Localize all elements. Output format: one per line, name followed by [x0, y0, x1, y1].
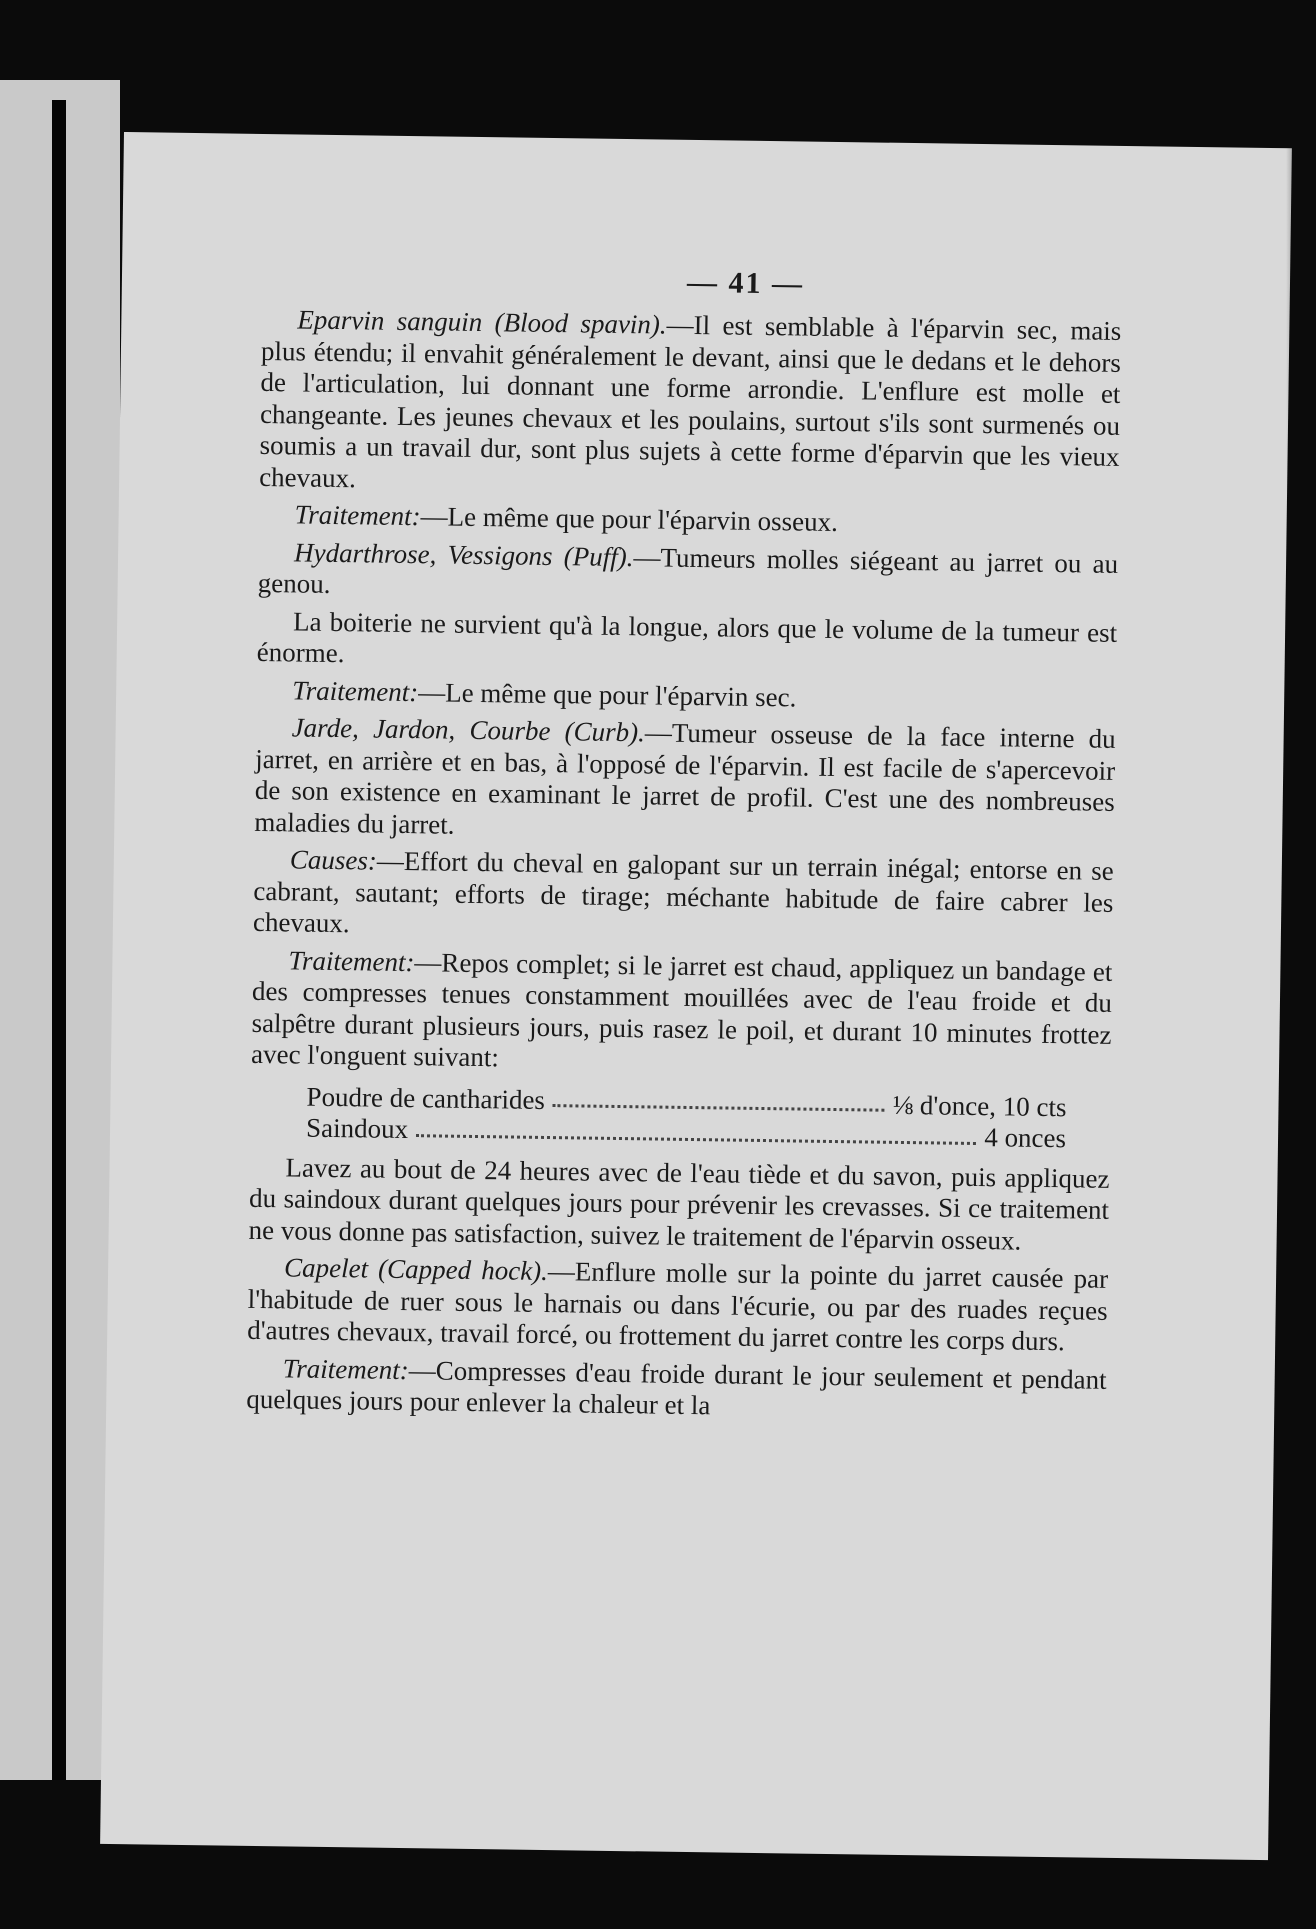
binding-shadow — [52, 100, 66, 1780]
paragraph — [258, 499, 1118, 543]
paragraph — [251, 944, 1113, 1082]
recipe-list — [306, 1081, 1067, 1155]
paragraph — [254, 712, 1116, 850]
recipe-quantity: ⅛ d'once, 10 cts — [892, 1089, 1067, 1122]
paragraph-lead: Causes: — [289, 844, 378, 876]
paragraph-lead: Hydarthrose, Vessigons (Puff). — [293, 536, 634, 572]
paragraph-lead: Capelet (Capped hock). — [283, 1252, 549, 1287]
paragraph-lead: Eparvin sanguin (Blood spavin). — [297, 304, 667, 340]
paragraph-lead: Jarde, Jardon, Courbe (Curb). — [291, 712, 646, 748]
paragraph-text: —Repos complet; si le jarret est chaud, appliquez un bandage et des compresses tenues constamment mouillées avec de l'eau froide et du salpêtre durant plusieurs jours, puis rasez le poil, et durant 10 minutes frottez avec l'onguent suivant: — [250, 946, 1113, 1073]
page-body — [246, 304, 1122, 1433]
paragraph-text: —Effort du cheval en galopant sur un terrain inégal; entorse en se cabrant, sautant; efforts de tirage; méchante habitude de faire cabrer les chevaux. — [252, 845, 1114, 939]
paragraph-text: —Le même que pour l'éparvin osseux. — [420, 501, 839, 538]
paragraph-text: —Tumeur osseuse de la face interne du jarret, en arrière et en bas, à l'opposé de l'éparvin. Il est facile de s'apercevoir de son existence en examinant le jarret de profil. C'est une des nombreuses maladies du jarret. — [254, 717, 1116, 840]
paragraph — [246, 1352, 1107, 1427]
paragraph — [248, 1151, 1109, 1257]
recipe-ingredient: Saindoux — [305, 1112, 409, 1145]
paragraph — [257, 536, 1118, 611]
scan-edge-shadow — [1286, 120, 1316, 1820]
paragraph-text: —Enflure molle sur la pointe du jarret causée par l'habitude de ruer sous le harnais ou dans l'écurie, ou par des ruades reçues d'autres chevaux, travail forcé, ou frottement du jarret contre les corps durs. — [247, 1256, 1109, 1357]
page-number: — 41 — — [686, 265, 805, 301]
paragraph-text: Lavez au bout de 24 heures avec de l'eau tiède et du savon, puis appliquez du saindoux durant quelques jours pour prévenir les crevasses. Si ce traitement ne vous donne pas satisfaction, suivez le traitement de l'éparvin osseux. — [248, 1151, 1110, 1256]
dot-leader — [553, 1085, 885, 1112]
paragraph-lead: Traitement: — [294, 499, 421, 532]
paragraph-lead: Traitement: — [282, 1352, 409, 1385]
paragraph — [256, 674, 1116, 718]
paragraph-text: —Compresses d'eau froide durant le jour seulement et pendant quelques jours pour enlever la chaleur et la — [246, 1354, 1107, 1421]
paragraph-lead: Traitement: — [288, 944, 415, 977]
paragraph-text: —Il est semblable à l'éparvin sec, mais plus étendu; il envahit généralement le devant, ainsi que le dedans et le dehors de l'articulation, lui donnant une forme arrondie. L'enflure est molle et changeante. Les jeunes chevaux et les poulains, surtout s'ils sont surmenés ou soumis a un travail dur, sont plus sujets à cette forme d'éparvin que les vieux chevaux. — [258, 309, 1122, 493]
paragraph — [259, 304, 1122, 505]
paragraph-lead: Traitement: — [292, 674, 419, 707]
recipe-quantity: 4 onces — [984, 1122, 1067, 1154]
paragraph-text: —Tumeurs molles siégeant au jarret ou au genou. — [257, 541, 1119, 599]
recipe-ingredient: Poudre de cantharides — [306, 1081, 546, 1115]
paragraph — [247, 1252, 1108, 1358]
paragraph-text: —Le même que pour l'éparvin sec. — [418, 676, 797, 712]
paragraph — [257, 605, 1118, 680]
paragraph — [253, 844, 1114, 950]
book-page — [100, 132, 1292, 1860]
paragraph-text: La boiterie ne survient qu'à la longue, alors que le volume de la tumeur est énorme. — [256, 605, 1118, 669]
